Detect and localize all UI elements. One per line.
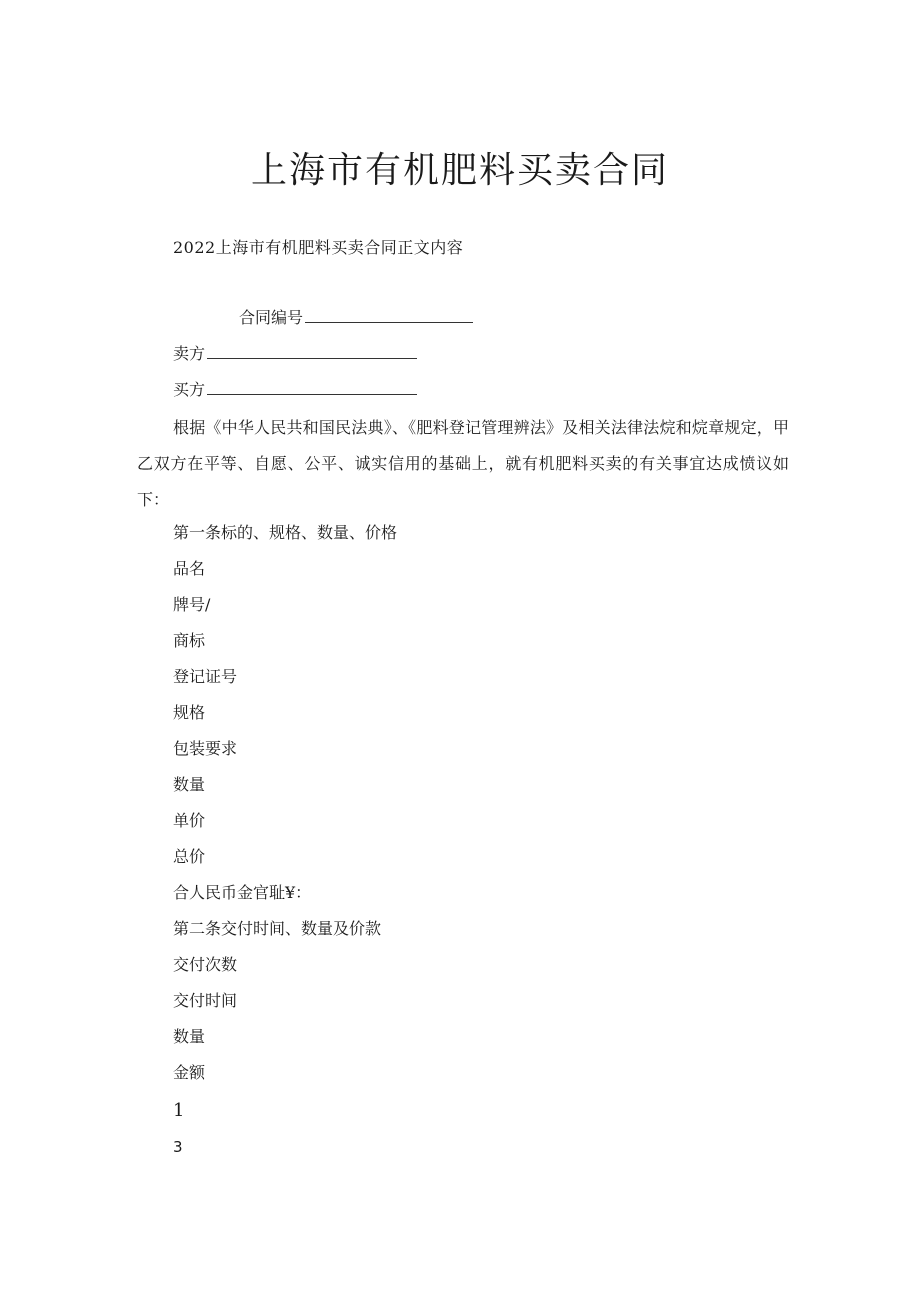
list-item: 3 — [173, 1138, 183, 1156]
list-item: 交付次数 — [173, 955, 238, 974]
contract-number-line — [239, 305, 473, 330]
list-item: 1 — [173, 1100, 185, 1121]
buyer-label: 买方 — [173, 380, 206, 399]
list-item: 单价 — [173, 811, 206, 830]
list-item: 数量 — [173, 1027, 206, 1046]
document-title: 上海市有机肥料买卖合同 — [250, 150, 669, 191]
list-item: 商标 — [173, 631, 206, 650]
seller-line — [173, 341, 417, 366]
list-item: 牌号/ — [173, 595, 211, 614]
list-item: 金额 — [173, 1063, 206, 1082]
list-item: 品名 — [173, 559, 206, 578]
list-item: 包装要求 — [173, 739, 238, 758]
list-item: 合人民币金官耻¥： — [173, 883, 312, 902]
seller-label: 卖方 — [173, 344, 206, 363]
list-item: 数量 — [173, 775, 206, 794]
list-item: 交付时间 — [173, 991, 238, 1010]
list-item: 第一条标的、规格、数量、价格 — [173, 523, 398, 542]
buyer-line — [173, 377, 417, 402]
contract-number-blank — [305, 305, 473, 323]
contract-number-label: 合同编号 — [239, 308, 304, 327]
list-item: 总价 — [173, 847, 206, 866]
document-subtitle: 2022上海市有机肥料买卖合同正文内容 — [173, 238, 464, 257]
intro-paragraph: 根据《中华人民共和国民法典》、《肥料登记管理辨法》及相关法律法烷和烷章规定，甲乙双方在平等、自愿、公平、诚实信用的基础上，就有机肥料买卖的有关事宜达成愤议如下： — [137, 418, 789, 509]
list-item: 登记证号 — [173, 667, 238, 686]
seller-blank — [207, 341, 417, 359]
buyer-blank — [207, 377, 417, 395]
list-item: 第二条交付时间、数量及价款 — [173, 919, 382, 938]
list-item: 规格 — [173, 703, 206, 722]
